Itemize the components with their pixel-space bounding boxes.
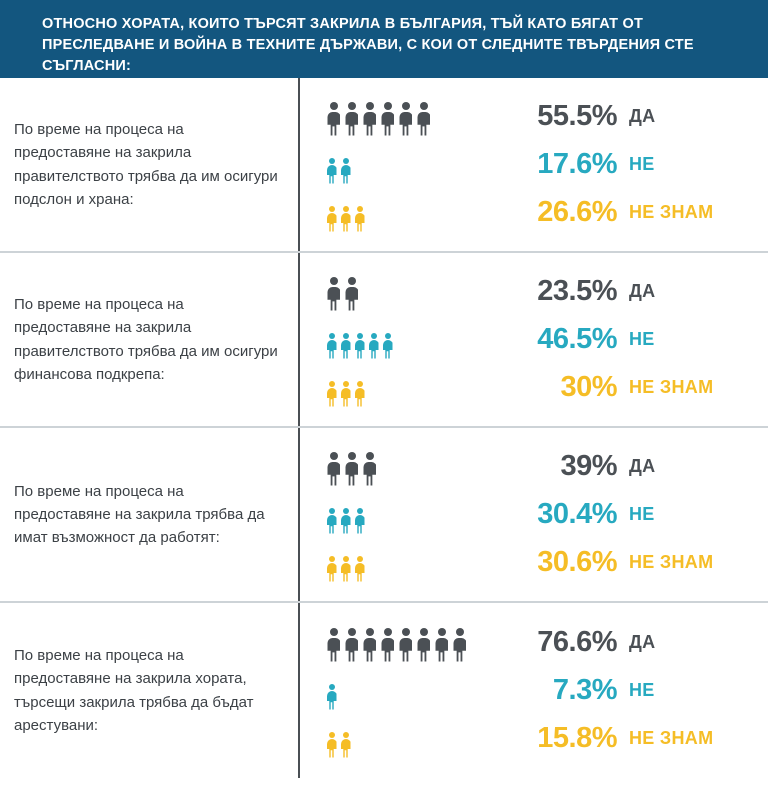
answer-label: ДА	[629, 281, 656, 301]
person-icon-group	[326, 321, 491, 359]
person-icon	[380, 102, 395, 136]
person-icon	[362, 102, 377, 136]
person-icon-group	[326, 496, 491, 534]
person-icon	[340, 206, 351, 232]
page-title: ОТНОСНО ХОРАТА, КОИТО ТЪРСЯТ ЗАКРИЛА В БЪЛГАРИЯ, ТЪЙ КАТО БЯГАТ ОТ ПРЕСЛЕДВАНЕ И ВОЙНА В ТЕХНИТЕ ДЪРЖАВИ, С КОИ ОТ СЛЕДНИТЕ ТВЪРДЕНИЯ СТЕ СЪГЛАСНИ:	[42, 16, 694, 75]
person-icon-group	[326, 98, 491, 136]
percentage-value: 30.6%	[537, 546, 617, 578]
person-icon-group	[326, 194, 491, 232]
person-icon	[326, 732, 337, 758]
answer-label: ДА	[629, 456, 656, 476]
stat-line	[326, 446, 758, 488]
answer-label: НЕ ЗНАМ	[629, 728, 714, 748]
person-icon	[362, 452, 377, 486]
person-icon	[368, 333, 379, 359]
stat-line	[326, 96, 758, 138]
percentage-value: 30.4%	[537, 498, 617, 530]
statement-rows	[0, 78, 768, 778]
person-icon	[326, 628, 341, 662]
person-icon	[354, 206, 365, 232]
stat-line	[326, 192, 758, 234]
person-icon-group	[326, 369, 491, 407]
answer-label: ДА	[629, 106, 656, 126]
person-icon	[326, 684, 337, 710]
person-icon	[326, 277, 341, 311]
person-icon	[398, 628, 413, 662]
person-icon-group	[326, 544, 491, 582]
statement-label: По време на процеса на предоставяне на закрила правителството трябва да им осигури подслон и храна:	[0, 78, 300, 251]
percentage-value: 17.6%	[537, 148, 617, 180]
stat-line	[326, 494, 758, 536]
person-icon	[362, 628, 377, 662]
person-icon	[344, 452, 359, 486]
person-icon	[344, 628, 359, 662]
person-icon	[434, 628, 449, 662]
statement-row	[0, 253, 768, 428]
person-icon-group	[326, 448, 491, 486]
person-icon	[326, 381, 337, 407]
percentage-value: 55.5%	[537, 100, 617, 132]
person-icon-group	[326, 720, 491, 758]
person-icon	[382, 333, 393, 359]
statement-label: По време на процеса на предоставяне на закрила трябва да имат възможност да работят:	[0, 428, 300, 601]
answer-label: ДА	[629, 632, 656, 652]
person-icon-group	[326, 146, 491, 184]
percentage-value: 76.6%	[537, 626, 617, 658]
person-icon	[340, 333, 351, 359]
percentage-value: 7.3%	[552, 674, 617, 706]
person-icon	[398, 102, 413, 136]
person-icon	[344, 277, 359, 311]
person-icon	[354, 508, 365, 534]
answer-label: НЕ	[629, 680, 655, 700]
statement-values	[300, 253, 768, 426]
stat-line	[326, 718, 758, 760]
person-icon	[452, 628, 467, 662]
percentage-value: 30%	[560, 371, 617, 403]
person-icon-group	[326, 273, 491, 311]
header-banner	[0, 0, 768, 78]
person-icon-group	[326, 624, 491, 662]
person-icon	[340, 508, 351, 534]
statement-values	[300, 78, 768, 251]
statement-row	[0, 78, 768, 253]
person-icon	[416, 102, 431, 136]
person-icon	[344, 102, 359, 136]
person-icon	[326, 158, 337, 184]
percentage-value: 26.6%	[537, 196, 617, 228]
person-icon	[354, 381, 365, 407]
person-icon	[340, 732, 351, 758]
person-icon	[326, 206, 337, 232]
answer-label: НЕ ЗНАМ	[629, 202, 714, 222]
person-icon	[340, 381, 351, 407]
percentage-value: 46.5%	[537, 323, 617, 355]
answer-label: НЕ ЗНАМ	[629, 552, 714, 572]
statement-row	[0, 603, 768, 778]
person-icon	[380, 628, 395, 662]
statement-values	[300, 428, 768, 601]
statement-label: По време на процеса на предоставяне на закрила хората, търсещи закрила трябва да бъдат арестувани:	[0, 603, 300, 778]
stat-line	[326, 622, 758, 664]
percentage-value: 39%	[560, 450, 617, 482]
stat-line	[326, 319, 758, 361]
person-icon	[326, 556, 337, 582]
person-icon	[354, 333, 365, 359]
stat-line	[326, 144, 758, 186]
person-icon	[416, 628, 431, 662]
person-icon	[340, 556, 351, 582]
stat-line	[326, 670, 758, 712]
answer-label: НЕ ЗНАМ	[629, 377, 714, 397]
percentage-value: 15.8%	[537, 722, 617, 754]
person-icon	[354, 556, 365, 582]
person-icon-group	[326, 672, 491, 710]
person-icon	[326, 508, 337, 534]
stat-line	[326, 367, 758, 409]
statement-row	[0, 428, 768, 603]
person-icon	[326, 333, 337, 359]
stat-line	[326, 271, 758, 313]
percentage-value: 23.5%	[537, 275, 617, 307]
answer-label: НЕ	[629, 504, 655, 524]
statement-label: По време на процеса на предоставяне на закрила правителството трябва да им осигури финансова подкрепа:	[0, 253, 300, 426]
person-icon	[326, 452, 341, 486]
person-icon	[326, 102, 341, 136]
answer-label: НЕ	[629, 329, 655, 349]
person-icon	[340, 158, 351, 184]
statement-values	[300, 603, 768, 778]
answer-label: НЕ	[629, 154, 655, 174]
stat-line	[326, 542, 758, 584]
